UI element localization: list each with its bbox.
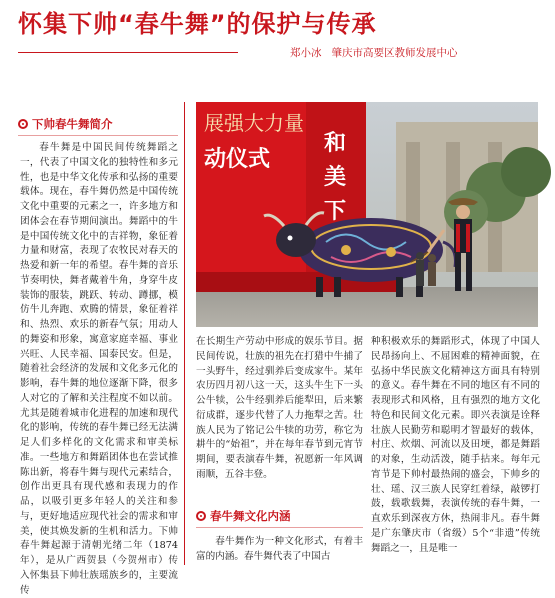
article-title: 怀集下帅“春牛舞”的保护与传承: [18, 10, 377, 38]
middle-column: [196, 335, 363, 495]
section-bullet-icon: [18, 119, 28, 129]
byline: [290, 44, 545, 62]
performance-photo: [196, 102, 538, 327]
banner-side-char: 美: [324, 165, 347, 190]
banner-side-char: 下: [324, 199, 347, 224]
banner-side-char: 和: [324, 131, 347, 156]
middle-column-continued: [196, 535, 363, 565]
section-title: 春牛舞文化内涵: [210, 509, 291, 523]
paragraph: 种积极欢乐的舞蹈形式，体现了中国人民昂扬向上、不屈困难的精神面貌，在弘扬中华民族文化精神这方面具有特别的意义。春牛舞在不同的地区有不同的表现形式和风格，且有强烈的地方文化特色和民间文化元素。即兴表演是诠释壮族人民勤劳和聪明才智最好的载体，村庄、炊烟、河流以及田埂，都是舞蹈的对象，生动活泼，随手拈来。每年元宵节是下帅村最热闹的盛会，下帅乡的壮、瑶、汉三族人民穿红着绿，敲锣打鼓，载歌载舞，表演传统的春牛舞，一直欢乐到深夜方休，热闹非凡。春牛舞是广东肇庆市（省级）5个“非遗”传统舞蹈之一，且是唯一: [371, 336, 540, 554]
paragraph: 在长期生产劳动中形成的娱乐节目。据民间传说，壮族的祖先在打猎中牛捕了一头野牛，经过驯养后变成家牛。某年农历四月初八这一天，这头牛生下一头公牛犊，公牛经驯养后能犁田，后来繁衍成群，逐步代替了人力拖犁之苦。壮族人民为了铭记公牛犊的功劳，称它为耕牛的“始祖”，并在每年春节到元宵节期间，要表演春牛舞，祝愿新一年风调雨顺，五谷丰登。: [196, 336, 363, 480]
banner-text-top: 展强大力量: [204, 111, 304, 135]
section-rule: [196, 527, 363, 528]
right-column: [371, 335, 540, 565]
paragraph: 春牛舞作为一种文化形式，有着丰富的内涵。春牛舞代表了中国古: [196, 536, 363, 562]
title-rule: [18, 52, 238, 53]
section-heading-culture: [196, 507, 363, 525]
section-rule: [18, 135, 178, 136]
author-affiliation: 肇庆市高要区教师发展中心: [331, 47, 458, 59]
section-title: 下帅春牛舞简介: [32, 117, 113, 131]
section-bullet-icon: [196, 511, 206, 521]
paragraph: 春牛舞是中国民间传统舞蹈之一，代表了中国文化的独特性和多元性，也是中华文化传承和弘扬的重要载体。现在，春牛舞仍然是中国传统文化中重要的元素之一，许多地方和团体会在春节期间演出。舞蹈中的牛是中国传统文化中的吉祥物，象征着力量和财富，表现了农牧民对春天的热爱和新一年的希望。春牛舞的音乐节奏明快，舞者戴着牛角，身穿牛皮装饰的服装，跳跃、转动、蹲挪，模仿牛儿奔跑、欢腾的情景，象征着祥和、热烈、欢乐的新春气氛；用动人的舞姿和形象，寓意家庭幸福、事业兴旺、人民幸福、国泰民安。但是，随着社会经济的发展和文化多元化的影响，春牛舞的地位逐渐下降，很多人对它的了解和关注程度不如以前。尤其是随着城市化进程的加速和现代化的影响，传统的春牛舞已经无法满足人们多样化的文化需求和审美标准。一些地方和舞蹈团体也在尝试推陈出新，将春牛舞与现代元素结合，创作出更具有现代感和表现力的作品，以吸引更多年轻人的关注和参与，更好地适应现代社会的需求和审美，使其焕发新的生机和活力。下帅春牛舞起源于清朝光绪二年（1874年），是从广西贺县（今贺州市）传入怀集县下帅壮族瑶族乡的，主要流传: [20, 142, 178, 596]
left-column: [20, 141, 178, 596]
section-heading-intro: [18, 115, 178, 133]
banner-text-ceremony: 动仪式: [204, 147, 271, 172]
column-divider: [184, 102, 185, 565]
author-name: 郑小冰: [290, 47, 322, 59]
